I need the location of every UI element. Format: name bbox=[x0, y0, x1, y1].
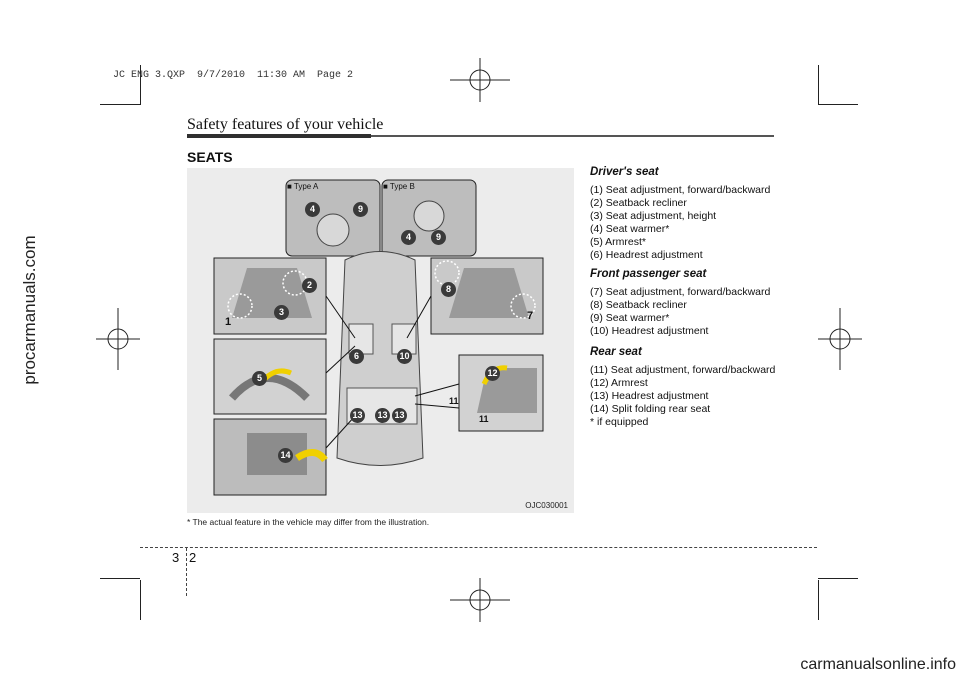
list-item: (13) Headrest adjustment bbox=[590, 390, 709, 402]
seats-illustration bbox=[187, 168, 574, 513]
passenger-seat-section bbox=[590, 268, 790, 338]
list-item: * if equipped bbox=[590, 416, 649, 428]
list-item: (6) Headrest adjustment bbox=[590, 249, 703, 261]
type-a-label: ■ Type A bbox=[287, 182, 319, 191]
callout-11b: 11 bbox=[479, 414, 489, 424]
list-item: (9) Seat warmer* bbox=[590, 312, 670, 324]
drivers-seat-title: Driver's seat bbox=[590, 166, 659, 178]
list-item: (14) Split folding rear seat bbox=[590, 403, 711, 415]
callout-10: 10 bbox=[397, 349, 412, 364]
list-item: (2) Seatback recliner bbox=[590, 197, 687, 209]
footer-separator bbox=[186, 548, 187, 596]
callout-2: 2 bbox=[302, 278, 317, 293]
callout-11a: 11 bbox=[449, 396, 459, 406]
callout-1: 1 bbox=[225, 316, 232, 328]
callout-3: 3 bbox=[274, 305, 289, 320]
passenger-seat-title: Front passenger seat bbox=[590, 268, 707, 280]
page-number: 2 bbox=[189, 550, 197, 565]
list-item: (11) Seat adjustment, forward/backward bbox=[590, 364, 776, 376]
list-item: (7) Seat adjustment, forward/backward bbox=[590, 286, 771, 298]
rear-seat-title: Rear seat bbox=[590, 346, 642, 358]
callout-6: 6 bbox=[349, 349, 364, 364]
section-title: Safety features of your vehicle bbox=[187, 116, 384, 133]
bottom-watermark: carmanualsonline.info bbox=[800, 656, 956, 673]
list-item: (8) Seatback recliner bbox=[590, 299, 687, 311]
callout-13a: 13 bbox=[350, 408, 365, 423]
callout-12: 12 bbox=[485, 366, 500, 381]
list-item: (3) Seat adjustment, height bbox=[590, 210, 717, 222]
illustration-drawing bbox=[187, 168, 574, 513]
callout-4b: 4 bbox=[401, 230, 416, 245]
rear-seat-section bbox=[590, 346, 790, 429]
drivers-seat-section bbox=[590, 166, 790, 262]
callout-7: 7 bbox=[527, 310, 534, 322]
print-slug: JC ENG 3.QXP 9/7/2010 11:30 AM Page 2 bbox=[113, 70, 354, 81]
callout-13b: 13 bbox=[375, 408, 390, 423]
type-b-label: ■ Type B bbox=[383, 182, 415, 191]
list-item: (12) Armrest bbox=[590, 377, 648, 389]
callout-8: 8 bbox=[441, 282, 456, 297]
callout-5: 5 bbox=[252, 371, 267, 386]
side-watermark: procarmanuals.com bbox=[20, 235, 39, 385]
title-rule-dark bbox=[187, 134, 371, 138]
figure-code: OJC030001 bbox=[525, 501, 568, 510]
list-item: (5) Armrest* bbox=[590, 236, 647, 248]
list-item: (10) Headrest adjustment bbox=[590, 325, 709, 337]
callout-9a: 9 bbox=[353, 202, 368, 217]
list-item: (1) Seat adjustment, forward/backward bbox=[590, 184, 771, 196]
callout-13c: 13 bbox=[392, 408, 407, 423]
page-heading: SEATS bbox=[187, 149, 233, 165]
callout-14: 14 bbox=[278, 448, 293, 463]
callout-4a: 4 bbox=[305, 202, 320, 217]
figure-note: * The actual feature in the vehicle may differ from the illustration. bbox=[187, 517, 430, 527]
chapter-number: 3 bbox=[172, 550, 180, 565]
callout-9b: 9 bbox=[431, 230, 446, 245]
list-item: (4) Seat warmer* bbox=[590, 223, 670, 235]
footer-rule bbox=[140, 547, 817, 548]
title-rule-light bbox=[371, 135, 774, 137]
